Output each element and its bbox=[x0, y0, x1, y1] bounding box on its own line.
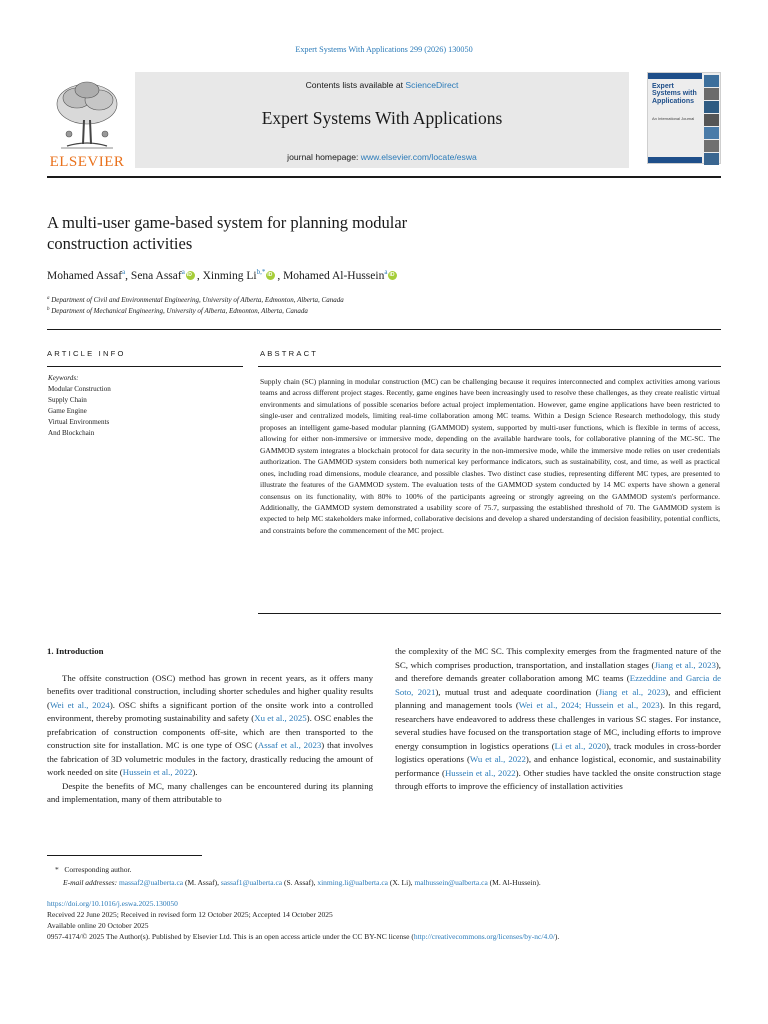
email-owner: (M. Assaf), bbox=[185, 877, 219, 887]
article-title-line2: construction activities bbox=[47, 234, 193, 253]
cover-tile bbox=[704, 114, 719, 126]
text-run: ). OSC enables the prefabrication of construction components off-site, which are then transported to the construction site for installation. MC is one type of OSC ( bbox=[47, 713, 374, 751]
license-line bbox=[47, 931, 721, 942]
email-owner: (S. Assaf), bbox=[284, 877, 316, 887]
author-name[interactable]: Sena Assaf bbox=[130, 270, 182, 282]
citation-link[interactable]: Jiang et al., 2023 bbox=[654, 659, 716, 670]
affiliation bbox=[47, 296, 344, 304]
body-column-left bbox=[47, 645, 373, 807]
cover-tile bbox=[704, 127, 719, 139]
author-affil-mark[interactable]: a bbox=[122, 268, 126, 276]
affiliation-label: b bbox=[47, 307, 50, 312]
cover-tile bbox=[704, 140, 719, 152]
contents-prefix: Contents lists available at bbox=[305, 80, 406, 90]
elsevier-logo bbox=[47, 76, 127, 170]
email-owner: (X. Li), bbox=[389, 877, 413, 887]
article-title-line1: A multi-user game-based system for planning modular bbox=[47, 213, 408, 232]
abstract-bottom-rule bbox=[258, 613, 721, 614]
abstract-rule bbox=[258, 366, 721, 367]
intro-paragraph-3 bbox=[395, 645, 721, 794]
bibliographic-info bbox=[47, 898, 721, 942]
article-info-rule bbox=[47, 366, 243, 367]
publisher-name: ELSEVIER bbox=[49, 154, 125, 170]
affiliation-text: Department of Civil and Environmental Engineering, University of Alberta, Edmonton, Alberta, Canada bbox=[51, 296, 344, 304]
cover-tile bbox=[704, 153, 719, 165]
contents-line bbox=[135, 80, 629, 90]
received-dates: Received 22 June 2025; Received in revised form 12 October 2025; Accepted 14 October 2025 bbox=[47, 910, 333, 920]
orcid-icon[interactable] bbox=[266, 271, 275, 280]
affiliation bbox=[47, 307, 308, 315]
cover-tiles bbox=[704, 75, 720, 166]
email-link[interactable]: malhussein@ualberta.ca bbox=[414, 877, 488, 887]
journal-cover[interactable] bbox=[647, 72, 721, 164]
abstract-heading: ABSTRACT bbox=[260, 349, 319, 358]
email-link[interactable]: massaf2@ualberta.ca bbox=[118, 877, 184, 887]
header-rule bbox=[47, 176, 721, 178]
keywords-label: Keywords: bbox=[48, 374, 79, 382]
citation-link[interactable]: Wei et al., 2024; Hussein et al., 2023 bbox=[518, 700, 660, 711]
text-run: ), track modules in cross-border logistics operations ( bbox=[395, 740, 721, 765]
homepage-link[interactable]: www.elsevier.com/locate/eswa bbox=[360, 152, 477, 162]
citation-link[interactable]: Jiang et al., 2023 bbox=[598, 686, 666, 697]
keywords-block bbox=[48, 373, 111, 440]
intro-paragraph-2: Despite the benefits of MC, many challenges can be encountered during its planning and implementation, many of them attributable to bbox=[47, 780, 373, 805]
text-run: ), and therefore demands greater collaboration among MC teams ( bbox=[395, 659, 722, 684]
author-name[interactable]: Mohamed Al-Hussein bbox=[283, 270, 385, 282]
citation-link[interactable]: Hussein et al., 2022 bbox=[444, 767, 516, 778]
author-affil-mark[interactable]: b,* bbox=[256, 268, 266, 276]
cover-tile bbox=[704, 88, 719, 100]
email-addresses bbox=[47, 877, 721, 890]
article-title bbox=[47, 212, 547, 254]
keyword: Game Engine bbox=[48, 407, 87, 416]
citation-link[interactable]: Wei et al., 2024 bbox=[49, 699, 110, 710]
online-date: Available online 20 October 2025 bbox=[47, 921, 149, 931]
elsevier-tree-icon bbox=[47, 76, 127, 152]
citation-link[interactable]: Wu et al., 2022 bbox=[469, 754, 526, 765]
doi-link[interactable]: https://doi.org/10.1016/j.eswa.2025.130050 bbox=[47, 899, 178, 908]
author-list: Mohamed Assaf$^a$, Sena Assaf$^a$iD , Xinming $Li^{b,*}iD$ , Mohamed Al-Hussein$^a$iD bbox=[47, 268, 399, 282]
affiliation-rule bbox=[47, 329, 721, 330]
keyword: Supply Chain bbox=[48, 396, 87, 405]
text-run: ) that involves the fabrication of 3D volumetric modules in the factory, drastically reducing the amount of work needed on site ( bbox=[47, 740, 373, 778]
email-label: E-mail addresses: bbox=[63, 877, 118, 887]
text-run: ). Other studies have tackled the onsite construction stage through efforts to improve the efficiency of installation activities bbox=[395, 767, 721, 792]
affiliation-label: a bbox=[47, 296, 50, 301]
author-name[interactable]: Xinming Li bbox=[202, 270, 257, 282]
abstract-text: Supply chain (SC) planning in modular construction (MC) can be challenging because it requires interconnected and complex activities among various teams and across different project stages. Recently, game engines have been increasingly used to resolve these challenges, as they create realistic virtual environments and simulations of possible scenarios before actual project implementation. However, game engine applications have been restricted to single-user and centralized models, limiting real-time collaboration among MC teams. Within a Design Science Research methodology, this study proposes an intelligent game-based modular planning (GAMMOD) system, supported by multi-user functions, which is flexible in terms of access, allowing for either non-immersive or immersive mode, depending on the available hardware tools, for collaborative planning of the MC-SC. The GAMMOD system integrates a blockchain protocol for data security in the non-immersive mode, while the immersive mode relies on user credentials authorization. The GAMMOD system considers both numerical key performance indicators, such as sustainability, cost, and time, as well as practical ones, including road dimensions, module clearance, and possible clashes. Two distinct case studies, representing different MC types, are presented to illustrate the features of the GAMMOD system. The evaluation tests of the GAMMOD system conducted by 14 MC experts have shown a general consensus on its functionality, with 80% to 100% of the participants agreeing or strongly agreeing on the GAMMOD system's performance. Additionally, the GAMMOD system demonstrated a usability score of 75.7, surpassing the established threshold of 70. The GAMMOD system is expected to help MC stakeholders make informed, collaborative decisions and develop a shared understanding of decision feasibility, potential conflicts, and constraints before the commencement of the MC project. bbox=[260, 377, 720, 535]
author-name[interactable]: Mohamed Assaf bbox=[47, 270, 123, 282]
text-run: ), mutual trust and adequate coordination ( bbox=[435, 686, 599, 697]
section-heading: 1. Introduction bbox=[47, 646, 104, 656]
cover-tile bbox=[704, 101, 719, 113]
keyword: And Blockchain bbox=[48, 429, 95, 438]
homepage-prefix: journal homepage: bbox=[287, 152, 361, 162]
keyword: Virtual Environments bbox=[48, 418, 110, 427]
orcid-icon[interactable] bbox=[388, 271, 397, 280]
citation-link[interactable]: Hussein et al., 2022 bbox=[122, 767, 193, 778]
orcid-icon[interactable] bbox=[186, 271, 195, 280]
homepage-line bbox=[135, 152, 629, 162]
article-info-heading: ARTICLE INFO bbox=[47, 349, 126, 358]
corresponding-text: Corresponding author. bbox=[64, 865, 132, 874]
corresponding-mark: * bbox=[55, 865, 59, 874]
text-run: the complexity of the MC SC. This complexity emerges from the fragmented nature of the SC, which comprises production, transportation, and installation stages ( bbox=[395, 646, 721, 670]
citation-link[interactable]: Xu et al., 2025 bbox=[254, 713, 307, 724]
journal-citation[interactable]: Expert Systems With Applications 299 (2026) 130050 bbox=[295, 45, 473, 54]
cover-title: Expert Systems with Applications bbox=[652, 83, 697, 105]
masthead bbox=[135, 72, 629, 168]
text-run: ), and enhance logistical, economic, and sustainability performance ( bbox=[395, 754, 721, 778]
sciencedirect-link[interactable]: ScienceDirect bbox=[405, 80, 459, 90]
text-run: ). OSC shifts a significant portion of the onsite work into a controlled environment, thereby promoting sustainability and safety ( bbox=[47, 699, 373, 724]
affiliation-text: Department of Mechanical Engineering, University of Alberta, Edmonton, Alberta, Canada bbox=[51, 307, 308, 315]
text-run: ). In this regard, researchers have endeavored to address these challenges in various SC stages. For instance, several studies have focused on the transportation stage of MC, including efforts to improve energy consumption in logistics operations ( bbox=[395, 700, 721, 751]
journal-title: Expert Systems With Applications bbox=[261, 108, 503, 128]
email-owner: (M. Al-Hussein). bbox=[489, 877, 541, 887]
license-prefix: 0957-4174/© 2025 The Author(s). Published by Elsevier Ltd. This is an open access article under the CC BY-NC license ( bbox=[47, 932, 414, 942]
intro-paragraph-1 bbox=[47, 672, 373, 780]
email-link[interactable]: xinming.li@ualberta.ca bbox=[317, 877, 388, 887]
body-column-right bbox=[395, 645, 721, 794]
text-run: The offsite construction (OSC) method has grown in recent years, as it offers many benefits over traditional construction, including shorter schedules and higher quality results ( bbox=[47, 672, 373, 710]
author-affil-mark[interactable]: a bbox=[181, 268, 185, 276]
citation-link[interactable]: Assaf et al., 2023 bbox=[257, 740, 322, 751]
corresponding-author-note bbox=[47, 864, 721, 877]
footnote-rule bbox=[47, 855, 202, 856]
text-run: ). bbox=[192, 767, 198, 778]
license-suffix: ). bbox=[554, 932, 560, 942]
cover-subtitle: An International Journal bbox=[652, 116, 695, 121]
email-link[interactable]: sassaf1@ualberta.ca bbox=[220, 877, 283, 887]
keyword: Modular Construction bbox=[48, 385, 111, 394]
license-link[interactable]: http://creativecommons.org/licenses/by-nc/4.0/ bbox=[413, 932, 555, 942]
cover-tile bbox=[704, 75, 719, 87]
text-run: ), and efficient planning and management tools ( bbox=[395, 686, 721, 711]
author-affil-mark[interactable]: a bbox=[384, 268, 388, 276]
citation-link[interactable]: Li et al., 2020 bbox=[554, 740, 606, 751]
journal-banner bbox=[47, 72, 721, 168]
footnotes bbox=[47, 864, 721, 889]
citation-link[interactable]: Ezzeddine and Garcia de Soto, 2021 bbox=[395, 673, 721, 697]
